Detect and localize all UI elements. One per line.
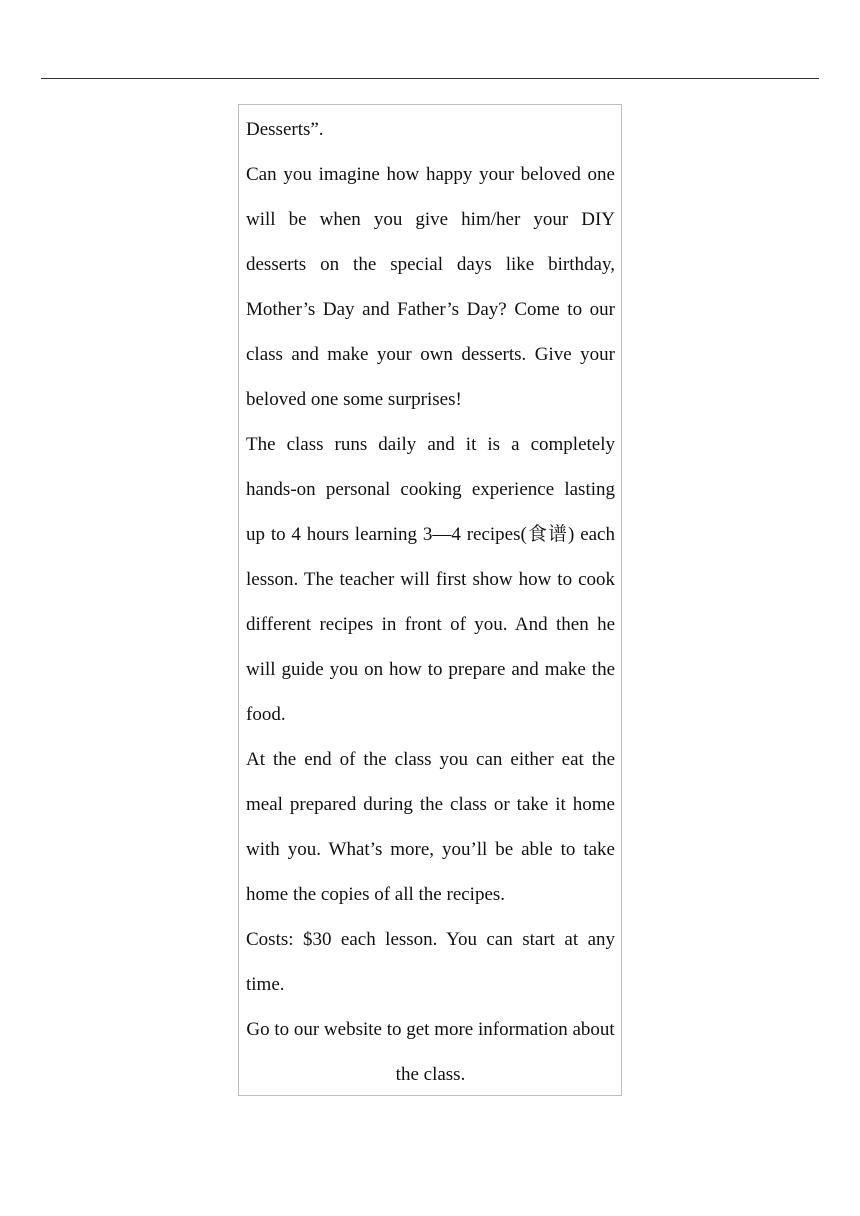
paragraph-costs: Costs: $30 each lesson. You can start at any time. (246, 929, 615, 995)
paragraph-class-details: The class runs daily and it is a completely hands-on personal cooking experience lasting up to 4 hours learning 3—4 recipes(食谱) each lesson. The teacher will first show how to cook different recipes in front of you. And then he will guide you on how to prepare and make the food. (246, 434, 615, 725)
paragraph-intro: Can you imagine how happy your beloved one will be when you give him/her your DIY desserts on the special days like birthday, Mother’s Day and Father’s Day? Come to our class and make your own desserts. Give your beloved one some surprises! (246, 164, 615, 410)
paragraph-website-note: Go to our website to get more information about the class. (246, 1019, 615, 1085)
paragraph-end-of-class: At the end of the class you can either eat the meal prepared during the class or take it home with you. What’s more, you’ll be able to take home the copies of all the recipes. (246, 749, 615, 905)
advertisement-text-box (238, 104, 622, 1096)
header-rule (41, 78, 819, 79)
paragraph-title-end: Desserts”. (246, 119, 324, 140)
